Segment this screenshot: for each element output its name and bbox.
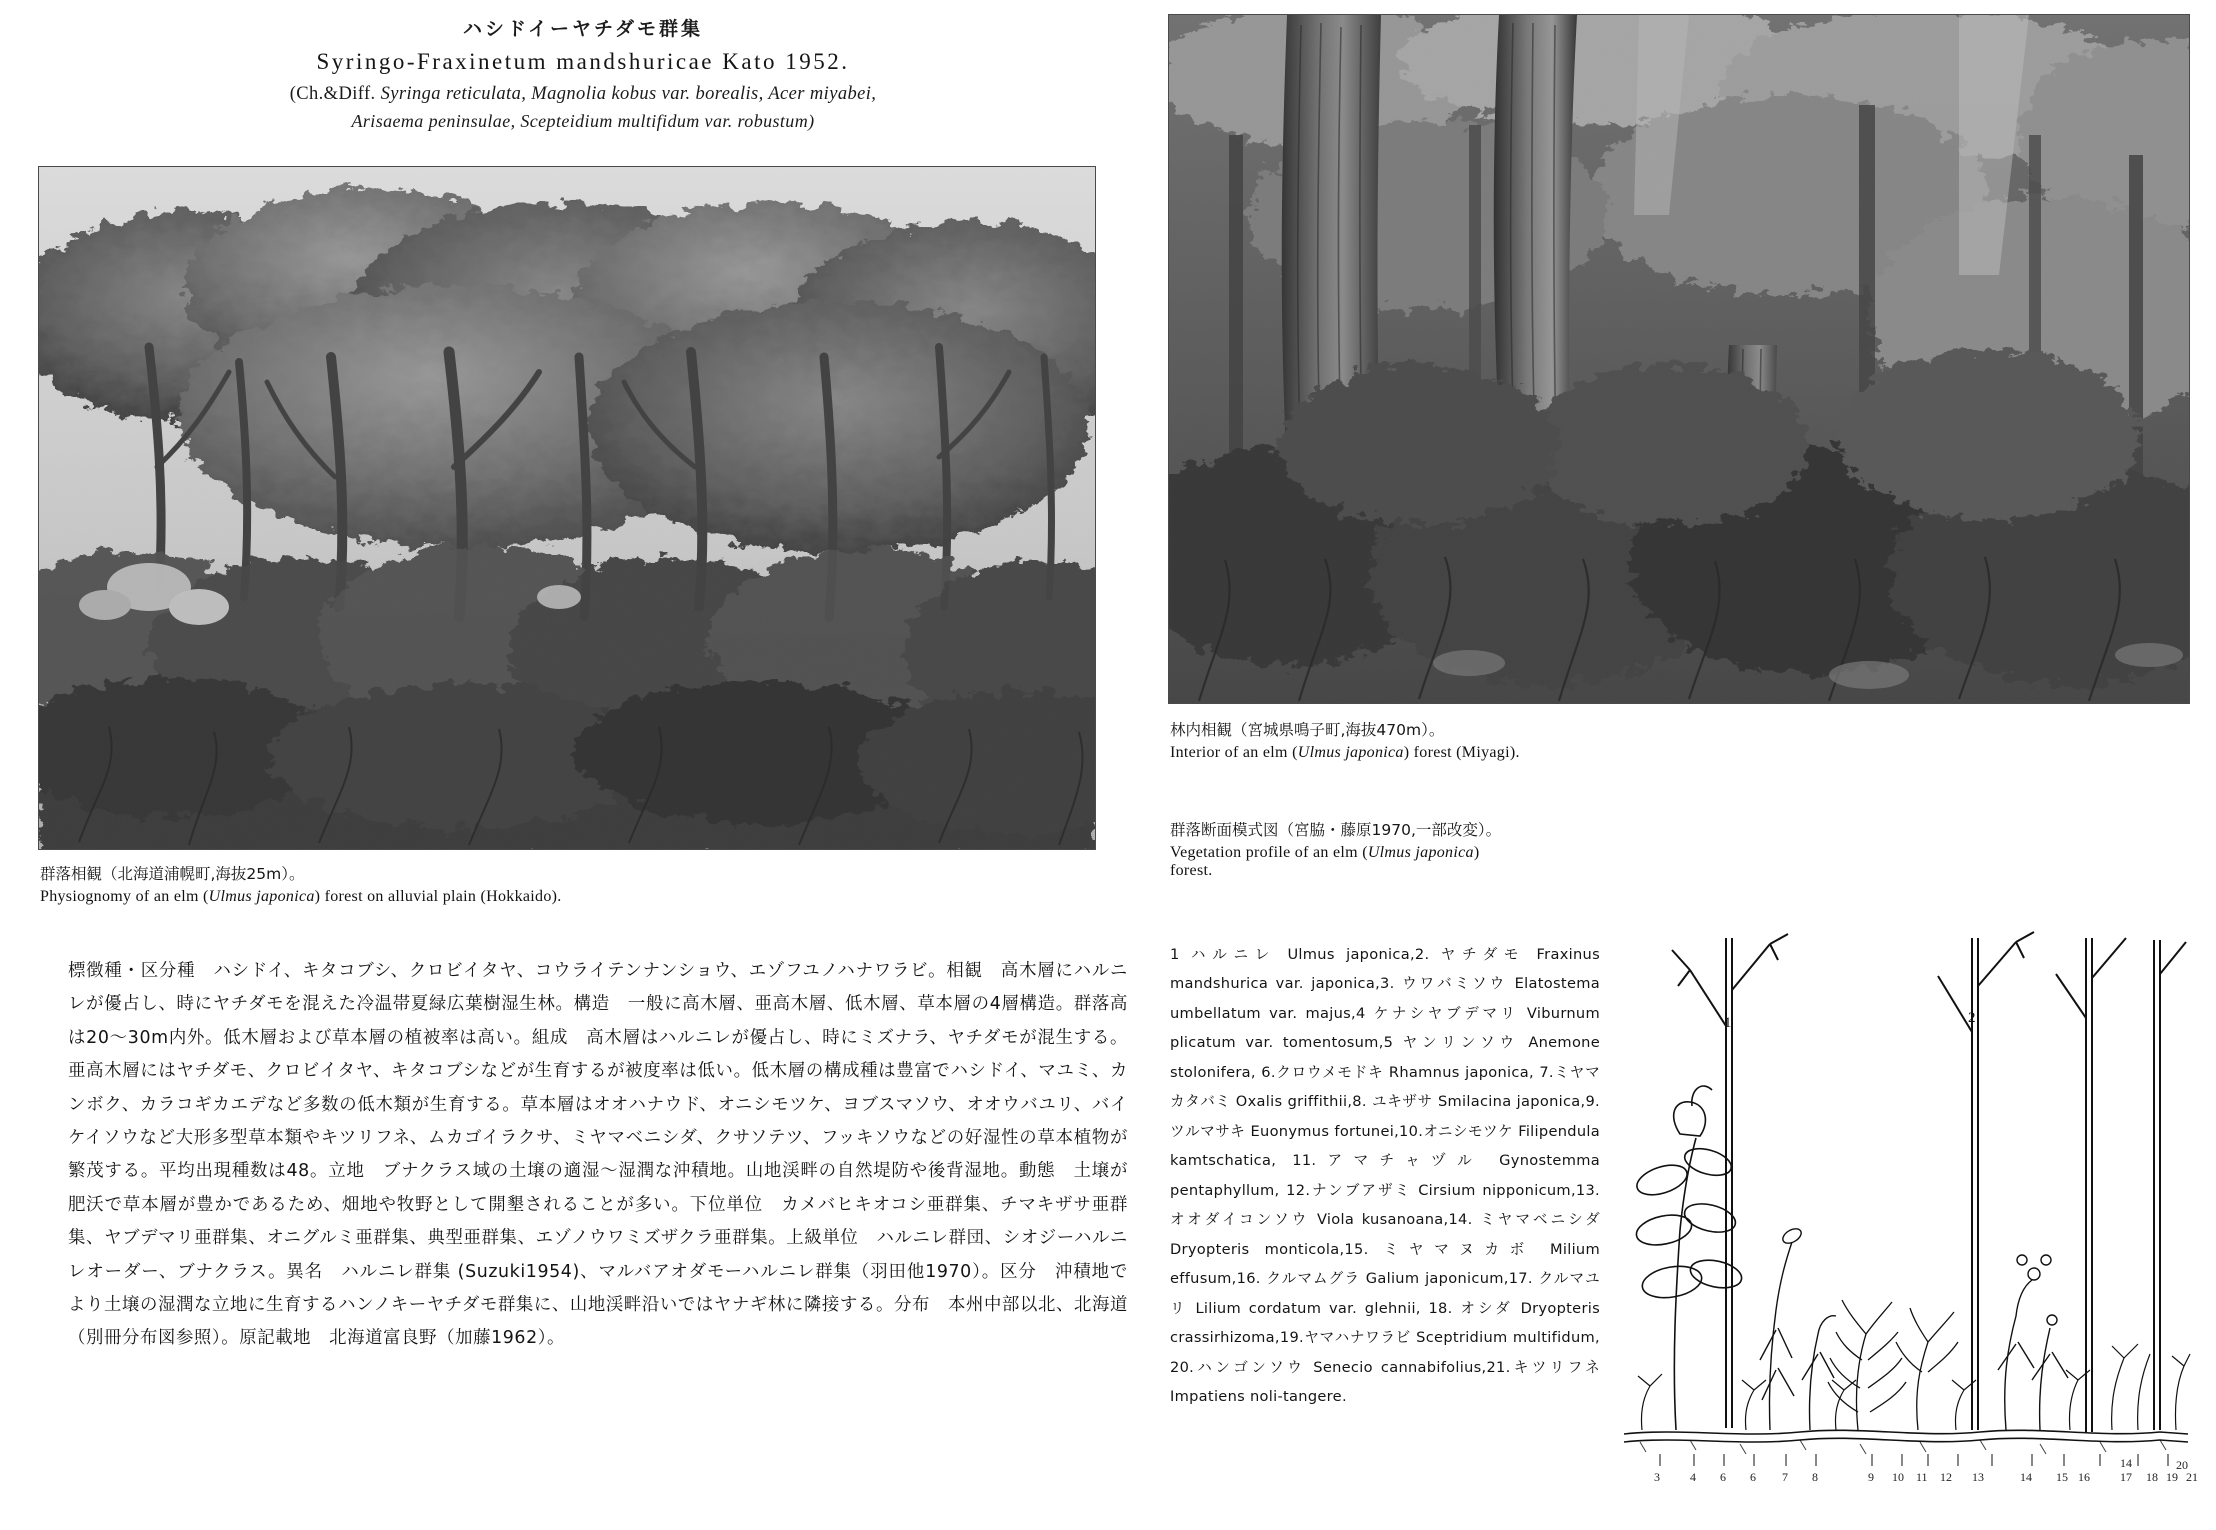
forest-interior-photo xyxy=(1168,14,2190,704)
axis-num-13: 16 xyxy=(2078,1470,2090,1484)
profile-axis-numbers xyxy=(1620,1456,2198,1498)
page-title-japanese: ハシドイーヤチダモ群集 xyxy=(462,18,704,40)
caption-english-italic: Ulmus japonica xyxy=(208,887,315,905)
vegetation-profile-diagram xyxy=(1620,930,2192,1490)
physiognomy-photo xyxy=(38,166,1096,850)
axis-num-12: 15 xyxy=(2056,1470,2068,1484)
profile-label-1: 1 xyxy=(1724,1015,1732,1031)
diff-italic-1: Syringa reticulata, Magnolia kobus var. borealis, Acer miyabei, xyxy=(380,84,877,104)
axis-num-11: 14 xyxy=(2020,1470,2032,1484)
profile-label-2: 2 xyxy=(1968,1010,1976,1026)
axis-num-2: 6 xyxy=(1720,1470,1726,1484)
axis-num-15: 14 xyxy=(2120,1456,2132,1470)
diagnostic-species-line-2: Arisaema peninsulae, Scepteidium multifidum var. robustum) xyxy=(351,111,815,131)
axis-num-6: 9 xyxy=(1868,1470,1874,1484)
forest-interior-photo-graphic xyxy=(1169,15,2189,703)
caption-english-prefix: Interior of an elm ( xyxy=(1170,743,1298,761)
axis-num-18: 20 xyxy=(2176,1458,2188,1472)
species-legend-list: 1 ハルニレ Ulmus japonica,2. ヤチダモ Fraxinus mandshurica var. japonica,3. ウワバミソウ Elatostema umbellatum var. majus,4 ケナシヤブデマリ Viburnum plicatum var. tomentosum,5 ヤンリンソウ Anemone stolonifera, 6.クロウメモドキ Rhamnus japonica, 7.ミヤマカタバミ Oxalis griffithii,8. ユキザサ Smilacina japonica,9.ツルマサキ Euonymus fortunei,10.オニシモツケ Filipendula kamtschatica, 11.アマチャヅル Gynostemma pentaphyllum, 12.ナンブアザミ Cirsium nipponicum,13. オオダイコンソウ Viola kusanoana,14. ミヤマベニシダ Dryopteris monticola,15. ミヤマヌカボ Milium effusum,16. クルマムグラ Galium japonicum,17. クルマユリ Lilium cordatum var. glehnii, 18. オシダ Dryopteris crassirhizoma,19.ヤマハナワラビ Sceptridium multifidum, 20.ハンゴンソウ Senecio cannabifolius,21.キツリフネ Impatiens noli-tangere. xyxy=(1170,946,1600,1406)
caption-japanese: 群落相観（北海道浦幌町,海抜25m）。 xyxy=(40,865,305,883)
caption-japanese: 群落断面模式図（宮脇・藤原1970,一部改変）。 xyxy=(1170,821,1502,839)
caption-english-suffix: ) forest on alluvial plain (Hokkaido). xyxy=(314,887,562,905)
body-text-left: 標徴種・区分種 ハシドイ、キタコブシ、クロビイタヤ、コウライテンナンショウ、エゾフユノハナワラビ。相観 高木層にハルニレが優占し、時にヤチダモを混えた冷温帯夏緑広葉樹湿生林。構造 一般に高木層、亜高木層、低木層、草本層の4層構造。群落高は20〜30m内外。低木層および草本層の植被率は高い。組成 高木層はハルニレが優占し、時にミズナラ、ヤチダモが混生する。亜高木層にはヤチダモ、クロビイタヤ、キタコブシなどが生育するが被度率は低い。低木層の構成種は豊富でハシドイ、マユミ、カンボク、カラコギカエデなど多数の低木類が生育する。草本層はオオハナウド、オニシモツケ、ヨブスマソウ、オオウバユリ、バイケイソウなど大形多型草本類やキツリフネ、ムカゴイラクサ、ミヤマベニシダ、クサソテツ、フッキソウなどの好湿性の草本植物が繁茂する。平均出現種数は48。立地 ブナクラス域の土壌の適湿〜湿潤な沖積地。山地渓畔の自然堤防や後背湿地。動態 土壌が肥沃で草本層が豊かであるため、畑地や牧野として開墾されることが多い。下位単位 カメバヒキオコシ亜群集、チマキザサ亜群集、ヤブデマリ亜群集、オニグルミ亜群集、典型亜群集、エゾノウワミズザクラ亜群集。上級単位 ハルニレ群団、シオジーハルニレオーダー、ブナクラス。異名 ハルニレ群集 (Suzuki1954)、マルバアオダモーハルニレ群集（羽田他1970）。区分 沖積地でより土壌の湿潤な立地に生育するハンノキーヤチダモ群集に、山地渓畔沿いではヤナギ林に隣接する。分布 本州中部以北、北海道（別冊分布図参照）。原記載地 北海道富良野（加藤1962）。 xyxy=(68,961,1128,1349)
title-block xyxy=(38,0,1128,132)
axis-num-1: 4 xyxy=(1690,1470,1696,1484)
diff-prefix: (Ch.&Diff. xyxy=(289,84,381,104)
axis-num-10: 13 xyxy=(1972,1470,1984,1484)
forest-interior-caption xyxy=(1170,718,1870,762)
caption-english-suffix: ) xyxy=(1473,843,1480,861)
caption-english xyxy=(40,888,1090,906)
vegetation-profile-graphic xyxy=(1620,930,2192,1490)
caption-english xyxy=(1170,744,1870,762)
page-title-scientific: Syringo-Fraxinetum mandshuricae Kato 1952. xyxy=(316,49,850,74)
left-column xyxy=(38,0,1128,1530)
axis-num-9: 12 xyxy=(1940,1470,1952,1484)
caption-english-line-1 xyxy=(1170,844,1640,862)
caption-japanese: 林内相観（宮城県鳴子町,海抜470m）。 xyxy=(1170,721,1445,739)
axis-num-17: 19 xyxy=(2166,1470,2178,1484)
caption-english-prefix: Physiognomy of an elm ( xyxy=(40,887,209,905)
axis-num-4: 7 xyxy=(1782,1470,1788,1484)
axis-num-3: 6 xyxy=(1750,1470,1756,1484)
caption-english-suffix: ) forest (Miyagi). xyxy=(1403,743,1520,761)
physiognomy-photo-caption xyxy=(40,862,1090,906)
axis-num-8: 11 xyxy=(1916,1470,1928,1484)
caption-english-prefix: Vegetation profile of an elm ( xyxy=(1170,843,1368,861)
axis-num-5: 8 xyxy=(1812,1470,1818,1484)
caption-english-italic: Ulmus japonica xyxy=(1297,743,1404,761)
axis-num-7: 10 xyxy=(1892,1470,1904,1484)
axis-num-19: 21 xyxy=(2186,1470,2198,1484)
profile-diagram-caption xyxy=(1170,818,1640,880)
physiognomy-photo-graphic xyxy=(39,167,1095,849)
caption-english-italic: Ulmus japonica xyxy=(1367,843,1474,861)
caption-english-line-2: forest. xyxy=(1170,861,1213,879)
diagnostic-species-line-1 xyxy=(38,84,1128,105)
axis-num-16: 18 xyxy=(2146,1470,2158,1484)
axis-num-14: 17 xyxy=(2120,1470,2132,1484)
axis-num-0: 3 xyxy=(1654,1470,1660,1484)
